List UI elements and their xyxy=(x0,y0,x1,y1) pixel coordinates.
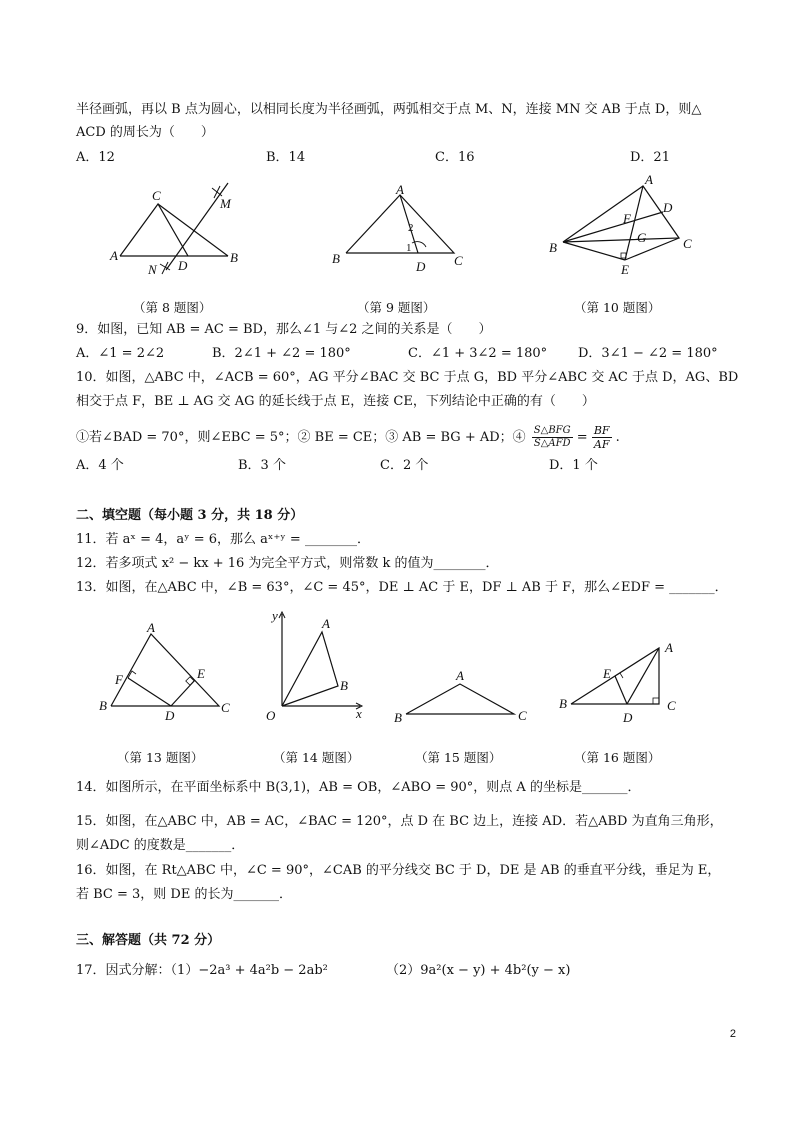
q10-equals: = xyxy=(576,430,588,445)
fig16-label-b: B xyxy=(559,696,567,711)
q10-period: . xyxy=(615,430,620,445)
q17-part1: 17．因式分解：（1）−2a³ + 4a²b − 2ab² xyxy=(76,963,328,978)
fig13-label-e: E xyxy=(197,666,205,681)
q10-frac2-den: AF xyxy=(593,438,610,451)
q14: 14．如图所示，在平面坐标系中 B(3,1)，AB = OB，∠ABO = 90°，则点 A 的坐标是_______． xyxy=(76,780,641,795)
q9-option-d: D．3∠1 − ∠2 = 180° xyxy=(578,346,718,361)
figure-9 xyxy=(330,182,470,275)
fig9-label-a: A xyxy=(396,182,404,197)
q8-text-line1: 半径画弧，再以 B 点为圆心，以相同长度为半径画弧，两弧相交于点 M、N，连接 MN 交 AB 于点 D，则△ xyxy=(76,102,702,117)
caption-fig15: （第 15 题图） xyxy=(415,750,502,765)
fig9-label-d: D xyxy=(416,259,426,274)
fig16-label-d: D xyxy=(623,710,633,725)
fig9-label-c: C xyxy=(454,253,463,268)
fig16-label-a: A xyxy=(665,640,673,655)
fig8-label-d: D xyxy=(178,258,188,273)
figure-10 xyxy=(545,172,705,282)
q15-line2: 则∠ADC 的度数是_______． xyxy=(76,838,245,853)
fig15-label-a: A xyxy=(456,668,464,683)
caption-fig14: （第 14 题图） xyxy=(273,750,360,765)
q10-fraction-ratio xyxy=(592,424,612,451)
caption-fig10: （第 10 题图） xyxy=(574,300,661,315)
q8-text-line2: ACD 的周长为（ ） xyxy=(76,125,214,140)
page-number: 2 xyxy=(729,1028,736,1040)
figure-14 xyxy=(258,606,378,724)
q10-line3 xyxy=(76,424,620,451)
fig14-label-y: y xyxy=(272,608,278,623)
fig10-label-g: G xyxy=(637,230,647,245)
q16-line2: 若 BC = 3，则 DE 的长为_______． xyxy=(76,887,292,902)
q9-option-a: A．∠1 = 2∠2 xyxy=(76,346,165,361)
fig14-label-a: A xyxy=(322,616,330,631)
q8-option-d: D．21 xyxy=(630,150,670,165)
q10-frac-num: S△BFG xyxy=(533,425,571,436)
fig13-label-c: C xyxy=(221,700,230,715)
fig9-label-1: 1 xyxy=(406,242,412,254)
q10-option-b: B．3 个 xyxy=(238,458,286,473)
figure-13 xyxy=(95,618,245,723)
caption-fig8: （第 8 题图） xyxy=(133,300,212,315)
fig16-label-e: E xyxy=(603,666,611,681)
fig9-label-2: 2 xyxy=(408,222,414,234)
q8-option-a: A．12 xyxy=(76,150,115,165)
fig10-label-d: D xyxy=(663,200,673,215)
q10-line2: 相交于点 F，BE ⊥ AG 交 AG 的延长线于点 E，连接 CE，下列结论中正确的有（ ） xyxy=(76,394,595,409)
fig8-label-n: N xyxy=(148,262,157,277)
section3-title: 三、解答题（共 72 分） xyxy=(76,933,221,948)
fig10-label-b: B xyxy=(549,240,557,255)
fig14-label-x: x xyxy=(356,706,362,721)
caption-fig13: （第 13 题图） xyxy=(117,750,204,765)
fig13-label-f: F xyxy=(115,672,123,687)
q10-option-a: A．4 个 xyxy=(76,458,124,473)
fig10-label-e: E xyxy=(621,262,629,277)
fig10-label-f: F xyxy=(623,211,631,226)
q10-frac-den: S△AFD xyxy=(533,438,571,449)
figure-8 xyxy=(110,178,250,278)
fig10-label-c: C xyxy=(683,236,692,251)
fig15-label-c: C xyxy=(518,708,527,723)
q10-line1: 10．如图，△ABC 中，∠ACB = 60°，AG 平分∠BAC 交 BC 于点 G，BD 平分∠ABC 交 AC 于点 D，AG、BD xyxy=(76,370,739,385)
fig8-label-m: M xyxy=(220,196,231,211)
fig16-label-c: C xyxy=(667,698,676,713)
caption-fig9: （第 9 题图） xyxy=(357,300,436,315)
q17-part2: （2）9a²(x − y) + 4b²(y − x) xyxy=(386,963,571,978)
q10-option-c: C．2 个 xyxy=(380,458,429,473)
q9-stem: 9．如图，已知 AB = AC = BD，那么∠1 与∠2 之间的关系是（ ） xyxy=(76,322,492,337)
q8-option-b: B．14 xyxy=(266,150,306,165)
fig13-label-a: A xyxy=(147,620,155,635)
q9-option-c: C．∠1 + 3∠2 = 180° xyxy=(408,346,548,361)
q13: 13．如图，在△ABC 中，∠B = 63°，∠C = 45°，DE ⊥ AC 于 E，DF ⊥ AB 于 F，那么∠EDF = _______． xyxy=(76,580,728,595)
fig13-label-d: D xyxy=(165,708,175,723)
figure-15 xyxy=(390,666,540,726)
fig15-label-b: B xyxy=(394,710,402,725)
fig13-label-b: B xyxy=(99,698,107,713)
fig8-label-a: A xyxy=(110,248,118,263)
figure-16 xyxy=(555,638,695,726)
q8-option-c: C．16 xyxy=(435,150,475,165)
fig14-label-o: O xyxy=(266,708,276,723)
fig10-label-a: A xyxy=(645,172,653,187)
q10-frac2-num: BF xyxy=(593,424,610,437)
section2-title: 二、填空题（每小题 3 分，共 18 分） xyxy=(76,508,304,523)
caption-fig16: （第 16 题图） xyxy=(574,750,661,765)
q15-line1: 15．如图，在△ABC 中，AB = AC，∠BAC = 120°，点 D 在 BC 边上，连接 AD．若△ABD 为直角三角形， xyxy=(76,814,723,829)
q10-line3-text: ①若∠BAD = 70°，则∠EBC = 5°；② BE = CE；③ AB = BG + AD；④ xyxy=(76,430,526,445)
q10-option-d: D．1 个 xyxy=(549,458,598,473)
fig8-label-b: B xyxy=(230,250,238,265)
q12: 12．若多项式 x² − kx + 16 为完全平方式，则常数 k 的值为________． xyxy=(76,556,499,571)
fig9-label-b: B xyxy=(332,251,340,266)
q9-option-b: B．2∠1 + ∠2 = 180° xyxy=(212,346,351,361)
q10-fraction-area xyxy=(532,425,573,450)
fig8-label-c: C xyxy=(152,188,161,203)
q11: 11．若 aˣ = 4，aʸ = 6，那么 aˣ⁺ʸ = ________． xyxy=(76,532,370,547)
fig14-label-b: B xyxy=(340,678,348,693)
q16-line1: 16．如图，在 Rt△ABC 中，∠C = 90°，∠CAB 的平分线交 BC 于 D，DE 是 AB 的垂直平分线，垂足为 E， xyxy=(76,863,721,878)
